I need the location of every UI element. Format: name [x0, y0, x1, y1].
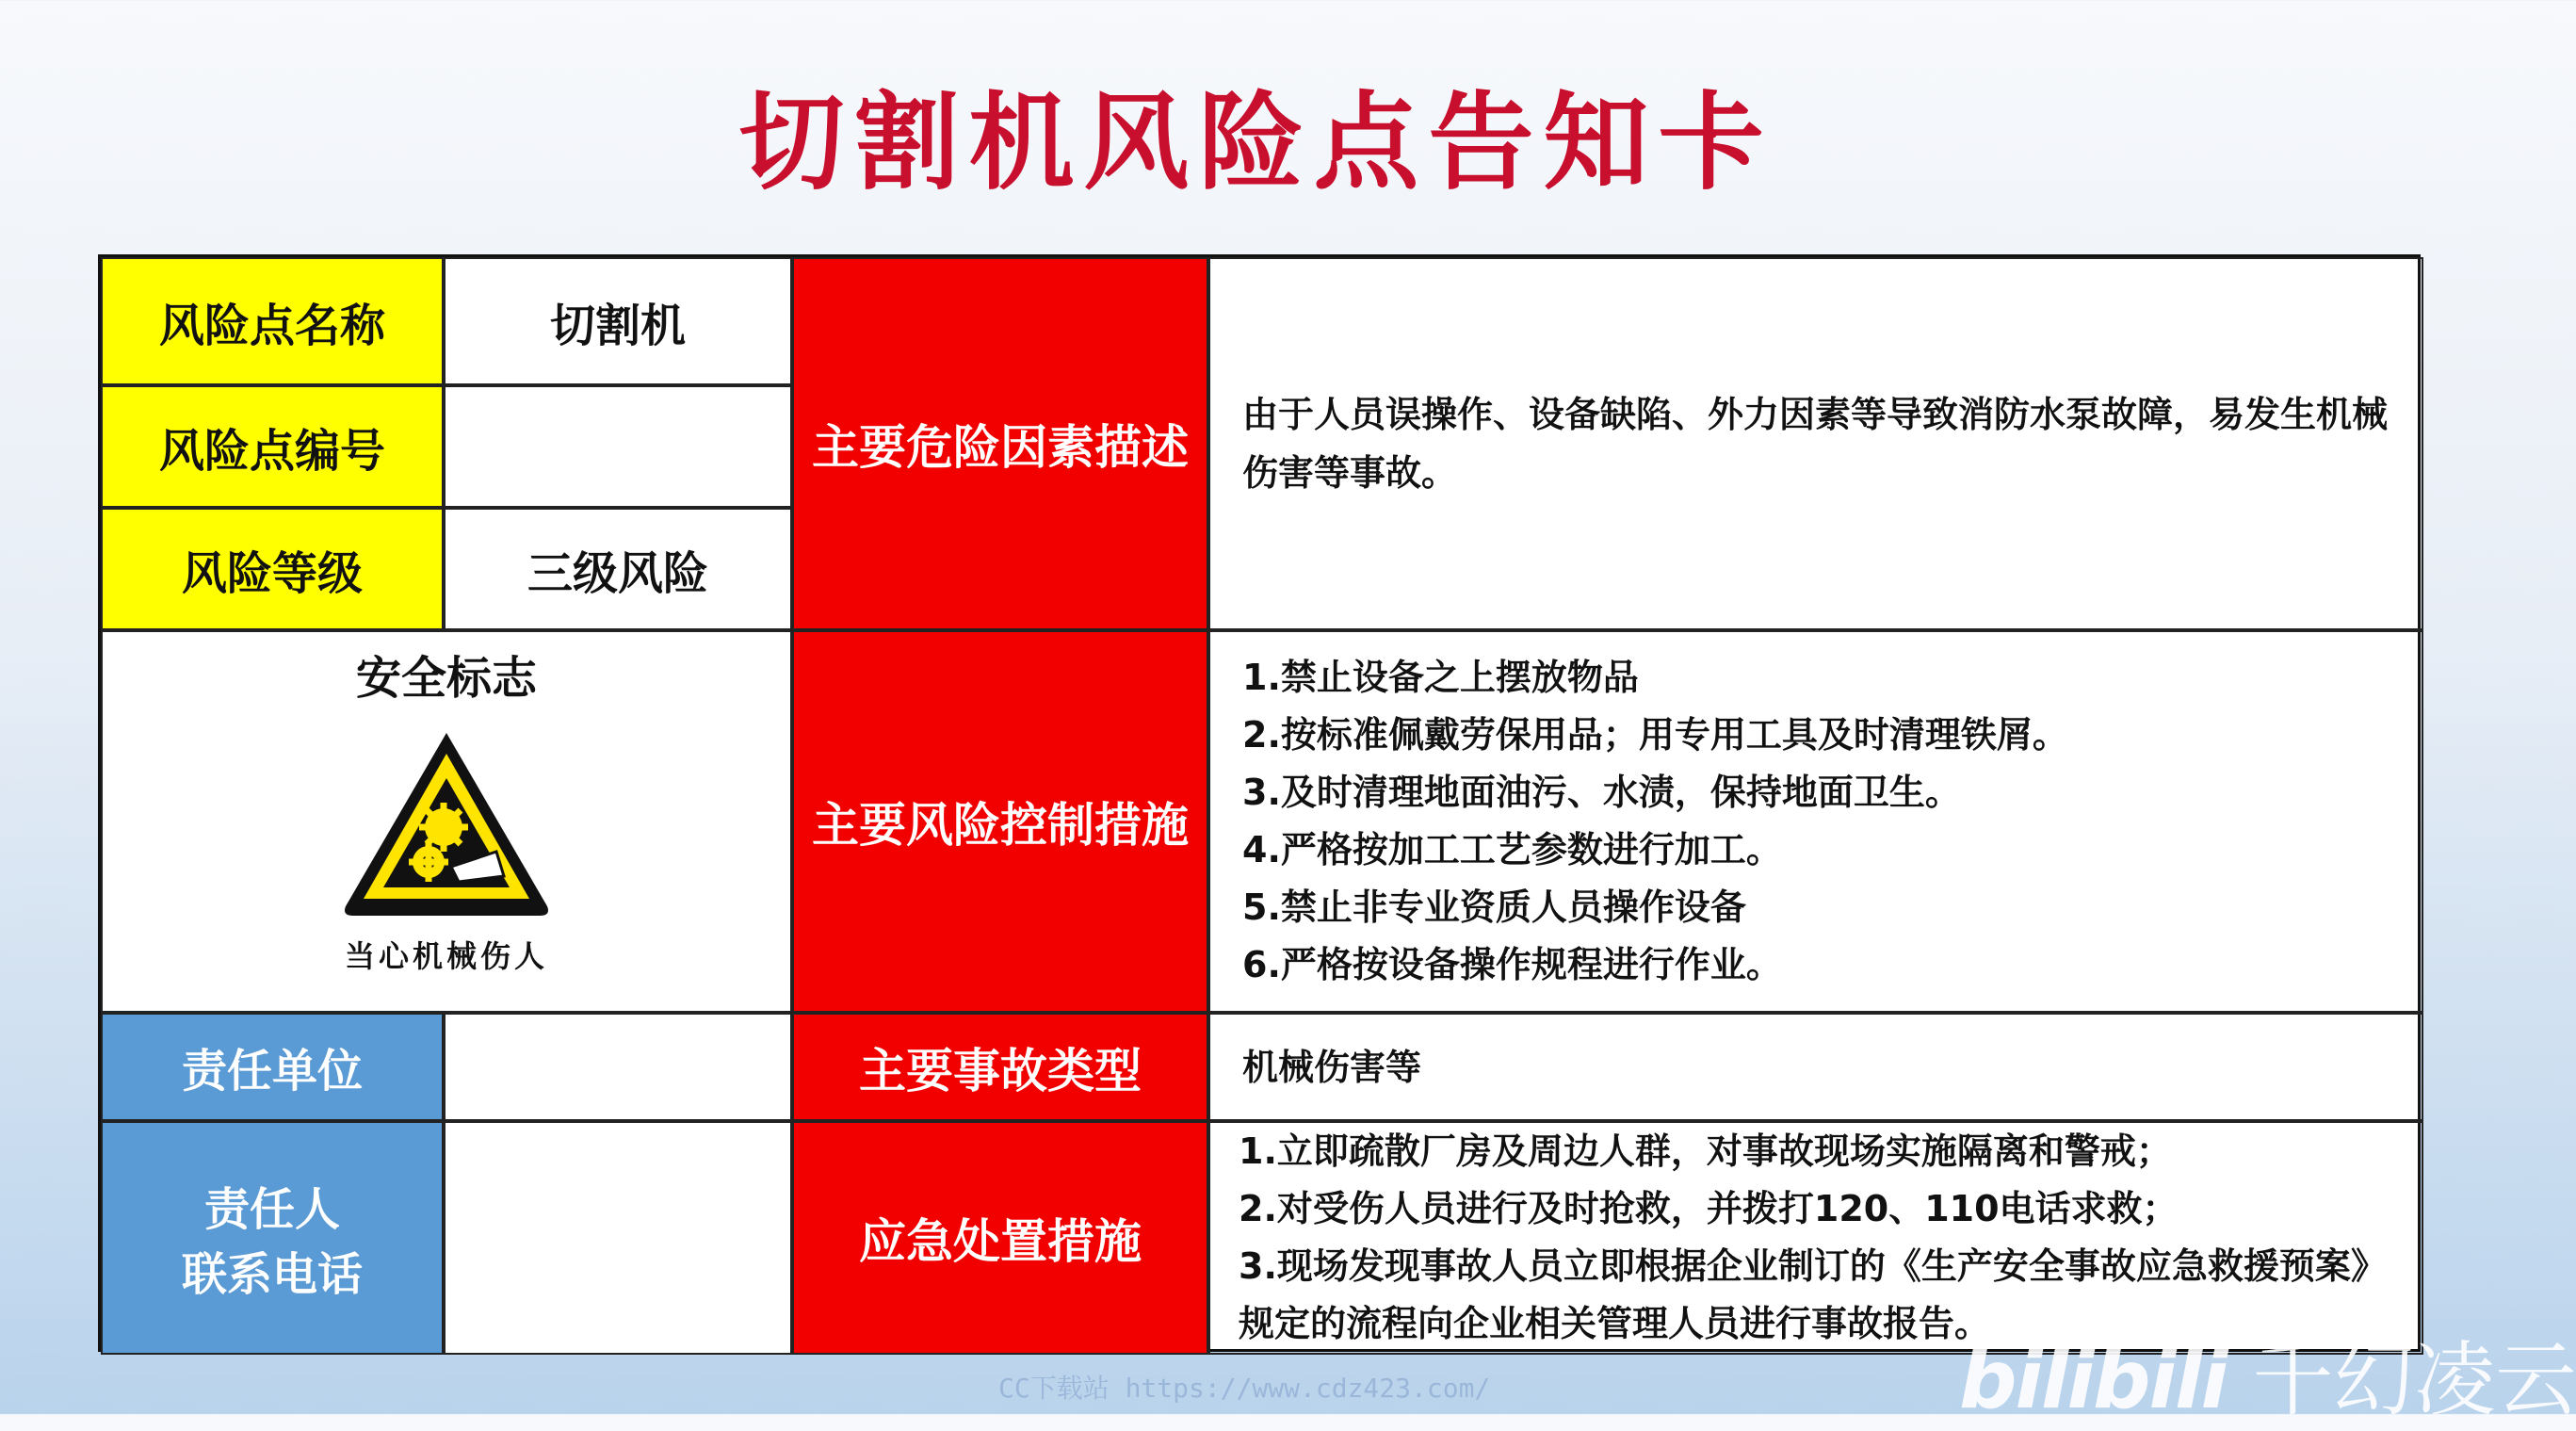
hazard-label: 主要危险因素描述 — [792, 257, 1208, 630]
responsible-person-value — [444, 1121, 792, 1355]
list-item: 2.按标准佩戴劳保用品；用专用工具及时清理铁屑。 — [1242, 714, 2068, 756]
list-item: 4.严格按加工工艺参数进行加工。 — [1242, 829, 1782, 870]
list-item: 6.严格按设备操作规程进行作业。 — [1242, 944, 1782, 985]
responsible-unit-label: 责任单位 — [101, 1013, 444, 1121]
hazard-description: 由于人员误操作、设备缺陷、外力因素等导致消防水泵故障，易发生机械伤害等事故。 — [1208, 257, 2423, 630]
safety-sign-title: 安全标志 — [355, 652, 537, 705]
bilibili-username: 千幻凌云 — [2252, 1333, 2576, 1427]
list-item: 3.及时清理地面油污、水渍，保持地面卫生。 — [1242, 772, 1961, 813]
list-item: 1.禁止设备之上摆放物品 — [1242, 657, 1639, 698]
control-label: 主要风险控制措施 — [792, 630, 1208, 1013]
emergency-label: 应急处置措施 — [792, 1121, 1208, 1355]
list-item: 5.禁止非专业资质人员操作设备 — [1242, 886, 1746, 928]
list-item: 1.立即疏散厂房及周边人群，对事故现场实施隔离和警戒； — [1239, 1130, 2172, 1172]
accident-type-label: 主要事故类型 — [792, 1013, 1208, 1121]
risk-name-label: 风险点名称 — [101, 257, 444, 385]
risk-name-value: 切割机 — [444, 257, 792, 385]
risk-level-label: 风险等级 — [101, 508, 444, 630]
safety-sign-caption: 当心机械伤人 — [344, 938, 548, 974]
control-measures — [1208, 630, 2423, 1013]
bilibili-watermark — [1959, 1314, 2576, 1431]
site-watermark: CC下载站 https://www.cdz423.com/ — [998, 1373, 1491, 1404]
risk-code-label: 风险点编号 — [101, 385, 444, 508]
responsible-person-label — [101, 1121, 444, 1355]
risk-code-value — [444, 385, 792, 508]
list-item: 规定的流程向企业相关管理人员进行事故报告。 — [1239, 1303, 1991, 1344]
risk-card-table — [98, 254, 2421, 1352]
page-title: 切割机风险点告知卡 — [738, 82, 1774, 204]
risk-level-value: 三级风险 — [444, 508, 792, 630]
accident-type-value: 机械伤害等 — [1208, 1013, 2423, 1121]
gear-hand-warning-icon — [338, 725, 555, 927]
responsible-unit-value — [444, 1013, 792, 1121]
bilibili-logo: bilibili — [1959, 1333, 2227, 1427]
responsible-person-label-line2: 联系电话 — [181, 1248, 363, 1301]
safety-sign-panel — [101, 630, 792, 1013]
list-item: 3.现场发现事故人员立即根据企业制订的《生产安全事故应急救援预案》 — [1239, 1245, 2387, 1287]
list-item: 2.对受伤人员进行及时抢救，并拨打120、110电话求救； — [1239, 1188, 2179, 1229]
responsible-person-label-line1: 责任人 — [203, 1183, 340, 1236]
